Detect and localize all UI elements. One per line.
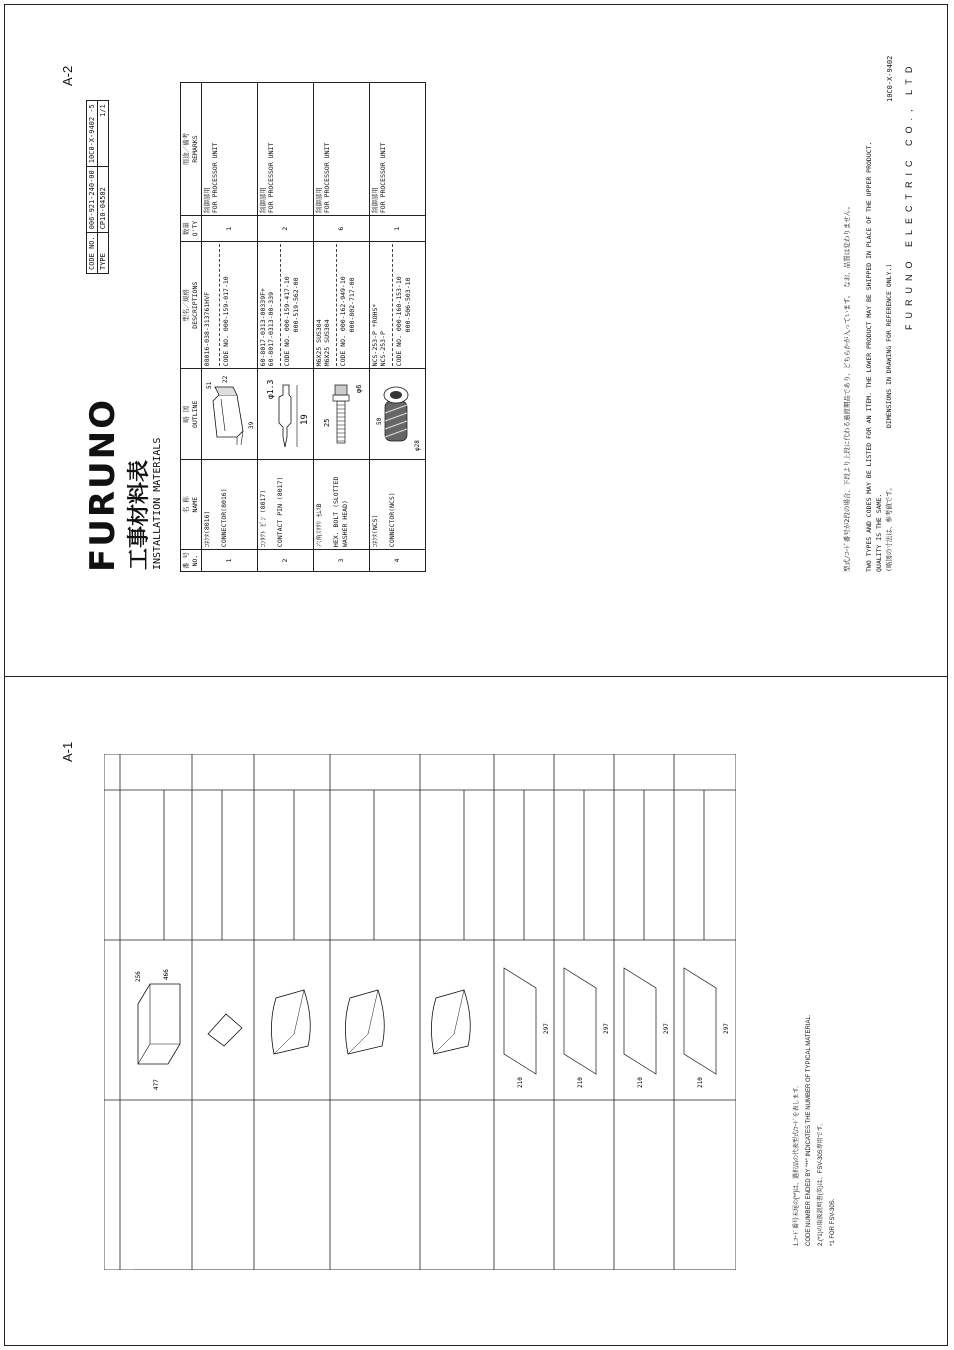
table-header-row: [181, 83, 202, 572]
code-no-label: CODE NO.: [87, 233, 98, 274]
item-name-en: CONNECTOR(8016): [220, 488, 229, 548]
dim-length: 39: [247, 422, 255, 430]
packing-list-sheet: [104, 754, 736, 1270]
col-qty-en: Q'TY: [190, 220, 199, 237]
dim-length: 25: [322, 418, 331, 428]
item-remarks-en: FOR PROCESSOR UNIT: [323, 142, 332, 214]
outline-connector-8016: [201, 369, 257, 460]
col-qty-jp: 数量: [182, 222, 190, 236]
sheet-dim-a: 210: [697, 1077, 704, 1088]
note-en-two-types: TWO TYPES AND CODES MAY BE LISTED FOR AN ITEM. THE LOWER PRODUCT MAY BE SHIPPED IN PLACE OF THE UPPER PRODUCT.: [865, 141, 873, 572]
item-no: 3: [313, 550, 369, 572]
item-remarks-jp: 制御部用: [202, 187, 211, 214]
contact-pin-drawing: [259, 371, 311, 457]
col-name-jp: 名 称: [182, 496, 190, 514]
page-label-a2: A-2: [60, 65, 75, 86]
table-row: [369, 83, 425, 572]
bag-drawing: [424, 944, 490, 1094]
hex-bolt-drawing: [315, 371, 367, 457]
bag-drawing: [264, 944, 324, 1094]
col-outline-en: OUTLINE: [190, 400, 199, 429]
page-label-a1: A-1: [60, 741, 75, 762]
item-remarks-en: FOR PROCESSOR UNIT: [379, 142, 388, 214]
sheet-dim-a: 210: [517, 1077, 524, 1088]
col-name-en: NAME: [190, 496, 199, 513]
col-remarks-en: REMARKS: [190, 135, 199, 163]
document-sheet-drawing: [496, 944, 552, 1094]
document-sheet-drawing: [556, 944, 612, 1094]
item-code: 000-159-017-10: [222, 276, 231, 332]
item-remarks-en: FOR PROCESSOR UNIT: [267, 142, 276, 214]
table-row: [201, 83, 257, 572]
item-desc-lower: NCS-253-P: [379, 331, 388, 367]
a1-note-2-en: *1 FOR FSV-30S.: [830, 1198, 836, 1246]
note-en-dimensions: DIMENSIONS IN DRAWING FOR REFERENCE ONLY.): [885, 263, 893, 428]
company-name: FURUNO ELECTRIC CO., LTD: [904, 60, 914, 330]
page-divider: [4, 676, 948, 677]
item-code-lower: 000-802-717-00: [347, 277, 356, 333]
doc-number: 10C0-X-9402 -5: [87, 101, 98, 167]
table-row: [313, 83, 369, 572]
col-no-jp: 番 号: [182, 552, 190, 569]
code-no-value: 006-921-240-00: [87, 167, 98, 233]
sheet-number: 1/1: [98, 101, 109, 167]
a1-note-1-en: CODE NUMBER ENDED BY "**" INDICATES THE NUMBER OF TYPICAL MATERIAL.: [806, 1014, 812, 1246]
a1-note-1-jp: 1.ｺｰﾄﾞ番号末尾の[**]は、選択品の代表型式/ｺｰﾄﾞを表します。: [794, 1081, 800, 1246]
outline-contact-pin: [257, 369, 313, 460]
code-label: CODE NO.: [222, 335, 231, 367]
note-en-quality: QUALITY IS THE SAME.: [875, 493, 883, 572]
code-label: CODE NO.: [283, 335, 292, 367]
item-name-en: CONTACT PIN (8017): [276, 476, 285, 548]
item-qty: 6: [313, 216, 369, 242]
note-jp-dimensions: (略図の寸法は、参考値です。: [885, 484, 893, 572]
outline-connector-ncs: [369, 369, 425, 460]
dim-height: 22: [221, 376, 229, 384]
sheet-dim-b: 297: [723, 1023, 730, 1034]
carton-box-drawing: [128, 944, 188, 1094]
item-remarks-jp: 制御部用: [370, 187, 379, 214]
item-code-upper: 000-160-153-10: [395, 276, 404, 332]
col-desc-en: DESCRIPTIONS: [190, 281, 199, 329]
box-dim-width: 466: [163, 969, 170, 980]
materials-table: [180, 82, 426, 572]
item-code-upper: 000-162-949-10: [339, 276, 348, 332]
dim-diameter: φ6: [354, 384, 363, 394]
type-value: CP10-04502: [98, 167, 109, 233]
footer-doc-number: 10C0-X-9402: [886, 55, 894, 102]
item-code-lower: 000-506-503-10: [403, 277, 412, 333]
header-code-table: [86, 100, 109, 274]
dim-diameter: φ28: [413, 440, 421, 452]
dim-diameter: φ1.3: [265, 380, 275, 400]
item-remarks-jp: 制御部用: [258, 187, 267, 214]
col-remarks-jp: 用途／備考: [182, 132, 190, 166]
item-no: 4: [369, 550, 425, 572]
item-desc-upper: M6X25 SUS304: [314, 319, 323, 367]
item-name-jp: ｺﾝﾀｸﾄ ﾋﾟﾝ (8017): [258, 489, 267, 548]
item-remarks-en: FOR PROCESSOR UNIT: [211, 142, 220, 214]
dim-length: 19: [299, 414, 310, 426]
item-qty: 1: [201, 216, 257, 242]
box-dim-depth: 256: [135, 971, 142, 982]
connector-ncs-drawing: [371, 371, 423, 457]
furuno-logo: FURUNO: [83, 398, 123, 572]
item-code-lower: 000-519-562-00: [291, 277, 300, 333]
item-no: 1: [201, 550, 257, 572]
item-qty: 1: [369, 216, 425, 242]
item-qty: 2: [257, 216, 313, 242]
item-remarks-jp: 制御部用: [314, 187, 323, 214]
sheet-dim-b: 297: [543, 1023, 550, 1034]
item-desc-lower: M6X25 SUS304: [323, 319, 332, 367]
document-sheet-drawing: [616, 944, 672, 1094]
col-outline-jp: 略 図: [182, 405, 190, 423]
bag-drawing: [338, 944, 414, 1094]
table-row: [257, 83, 313, 572]
a1-note-2-jp: 2.(*1)の取扱説明書(英)は、FSV-30S専用です。: [818, 1119, 824, 1246]
connector-8016-drawing: [203, 371, 255, 457]
item-name-jp: ｺﾈｸﾀ(NCS): [370, 514, 379, 548]
outline-hex-bolt: [313, 369, 369, 460]
sheet-dim-b: 297: [663, 1023, 670, 1034]
item-desc-lower: 60-8017-0313-00-339: [267, 291, 276, 367]
item-name-en: HEX. BOLT (SLOTTED WASHER HEAD): [332, 476, 349, 548]
code-label: CODE NO.: [339, 335, 348, 367]
col-desc-jp: 型名／規格: [182, 288, 190, 322]
item-name-en: CONNECTOR(NCS): [388, 492, 397, 548]
title-japanese: 工事材料表: [127, 459, 152, 570]
type-label: TYPE: [98, 233, 109, 274]
item-name-jp: 六角ｽﾘﾜﾘ ｾﾑｽB: [314, 503, 323, 548]
sheet-dim-a: 210: [637, 1077, 644, 1088]
small-bag-drawing: [200, 944, 250, 1094]
item-desc-upper: NCS-253-P *ROHS*: [370, 303, 379, 367]
dim-width: 51: [205, 382, 213, 390]
item-no: 2: [257, 550, 313, 572]
sheet-dim-a: 210: [577, 1077, 584, 1088]
item-desc-upper: 60-8017-0313-00339F+: [258, 288, 267, 367]
sheet-dim-b: 297: [603, 1023, 610, 1034]
title-english: INSTALLATION MATERIALS: [152, 437, 163, 570]
box-dim-height: 477: [153, 1079, 160, 1090]
dim-length: 50: [375, 418, 383, 426]
installation-materials-sheet: [83, 82, 442, 572]
item-name-jp: ｺﾈｸﾀ(8016): [202, 510, 211, 548]
item-desc: 08016-038-313761HVF: [202, 291, 211, 367]
document-sheet-drawing: [676, 944, 732, 1094]
col-no-en: NO.: [190, 554, 199, 567]
item-code-upper: 000-159-417-10: [283, 276, 292, 332]
code-label: CODE NO.: [395, 335, 404, 367]
note-jp-two-types: 型式/ｺｰﾄﾞ番号が2段の場合、下段より上段に代わる過渡期品であり、どちらかが入っています。 なお、品質は変わりません。: [843, 202, 851, 572]
